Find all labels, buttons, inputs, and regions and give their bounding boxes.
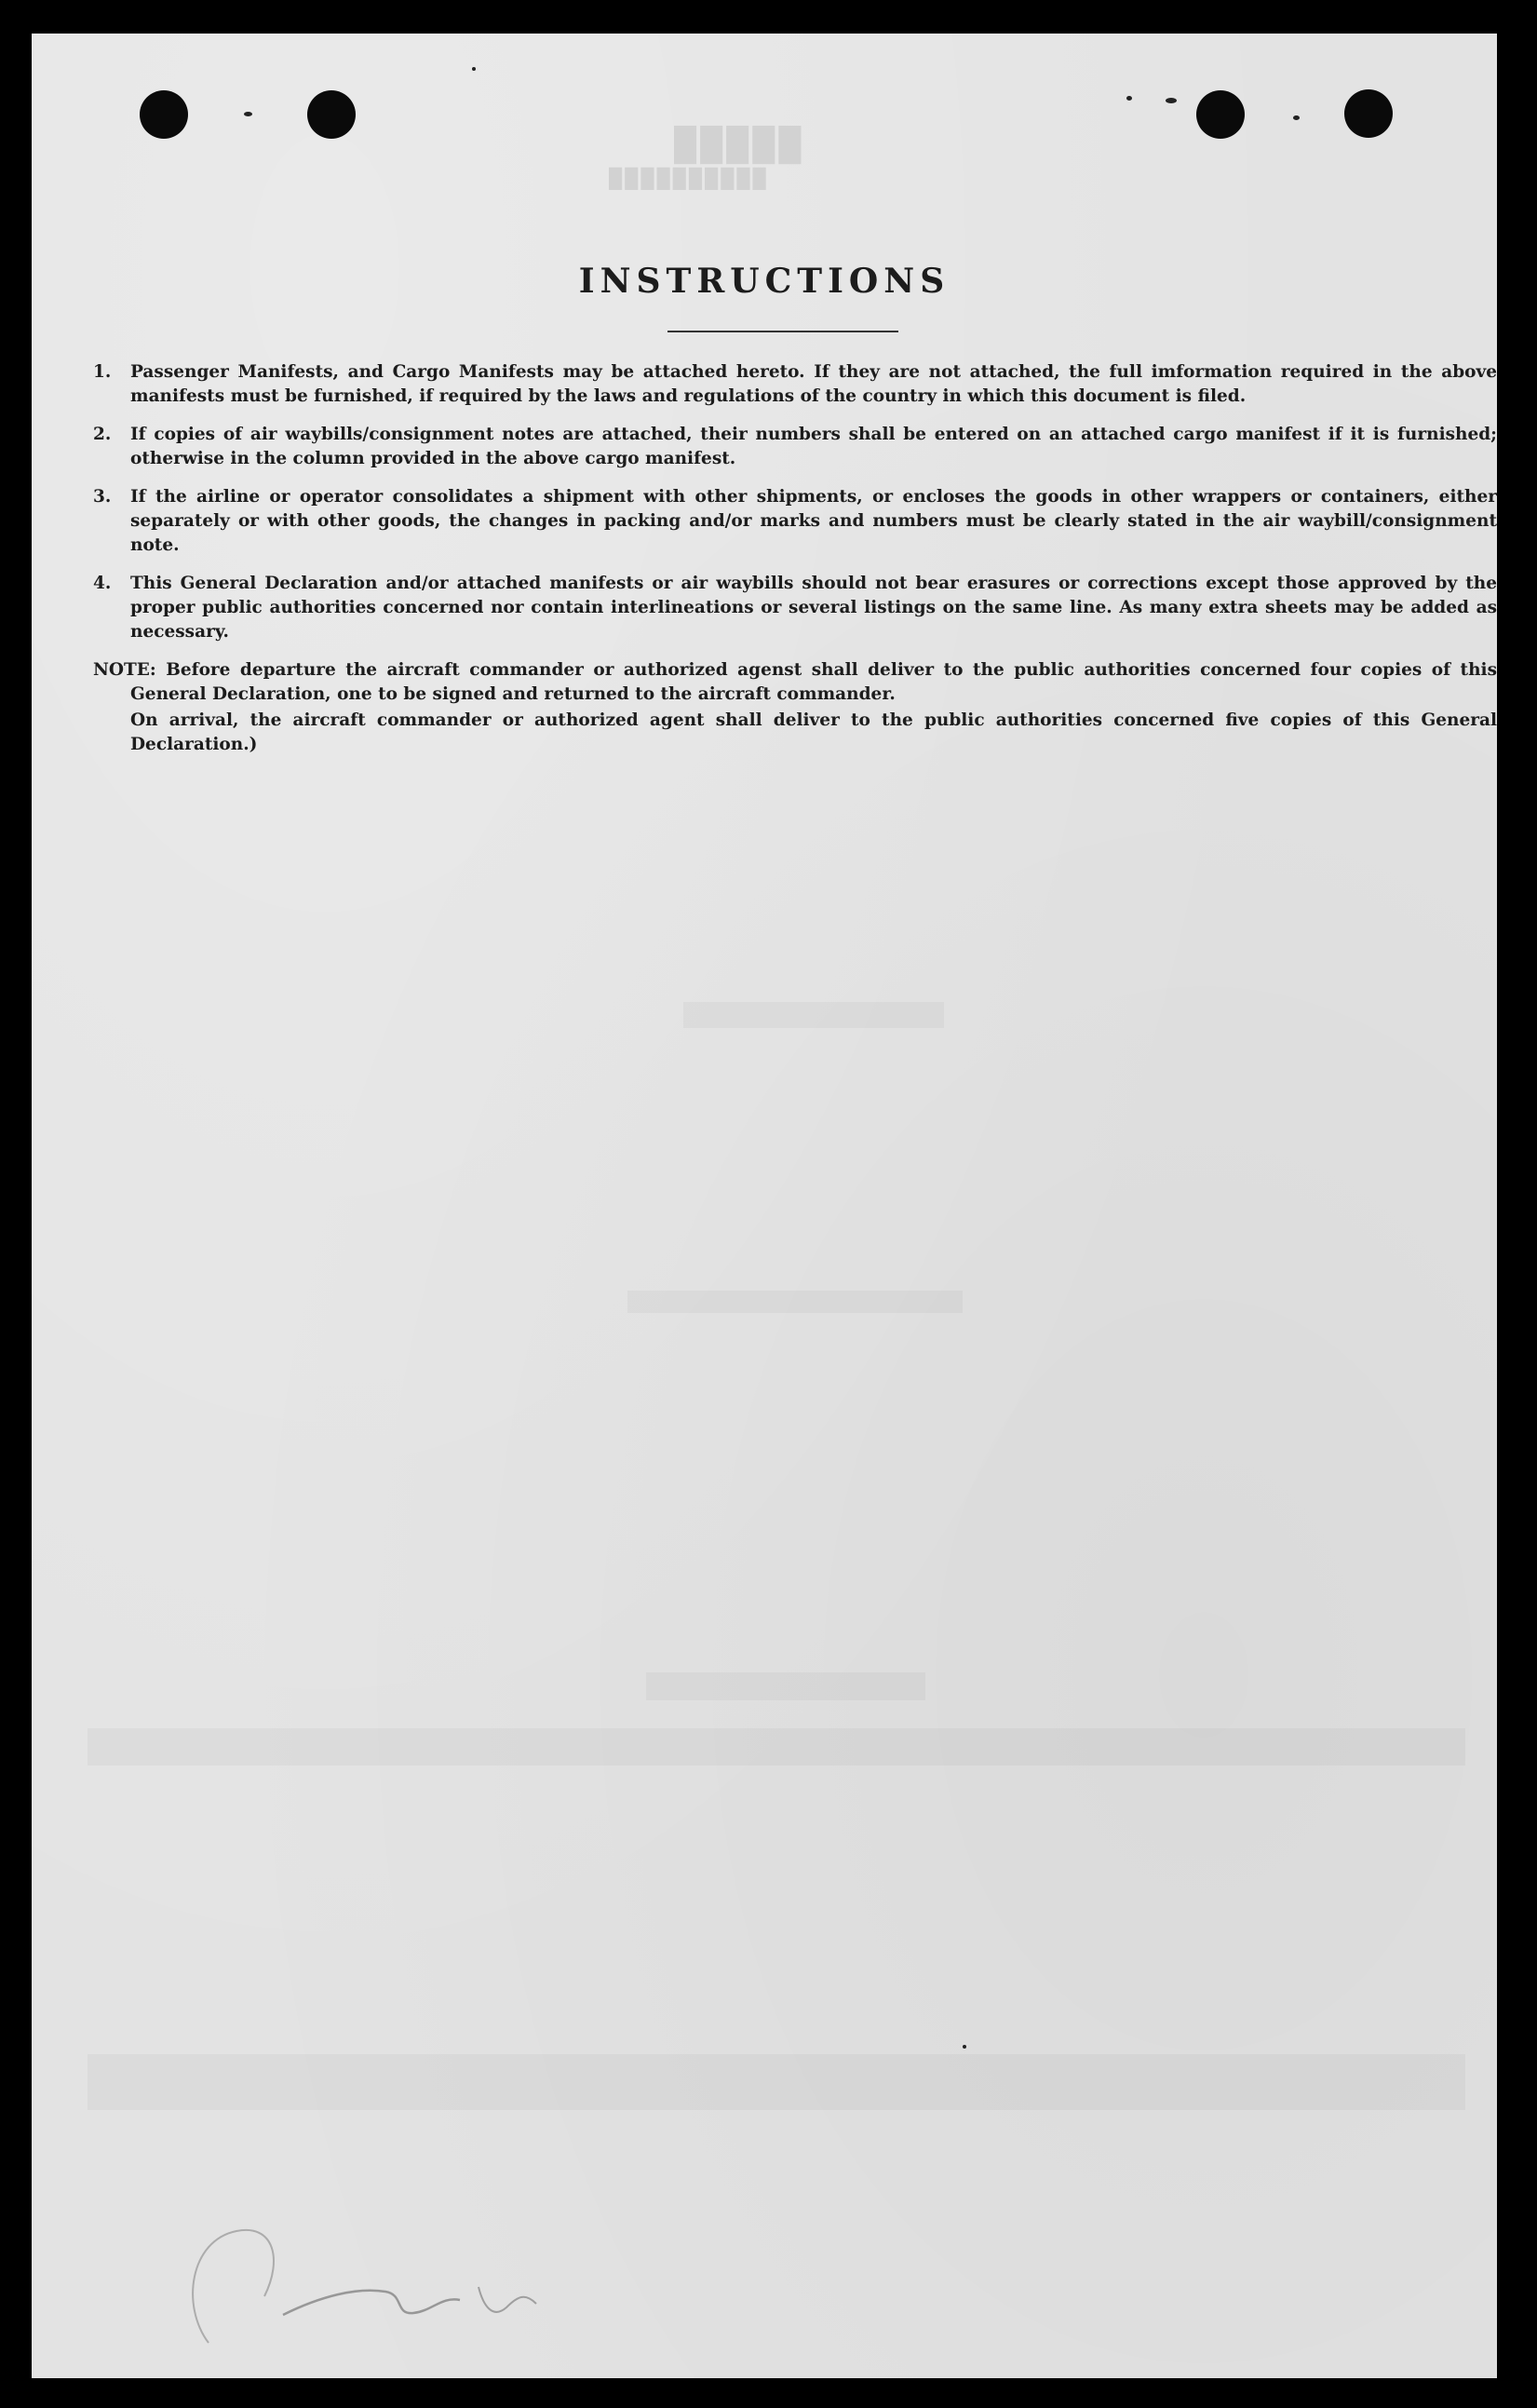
ink-speck xyxy=(1166,98,1177,103)
note-label: NOTE: xyxy=(93,660,156,680)
document-page xyxy=(32,34,1497,2378)
note-arrival: On arrival, the aircraft commander or authorized agent shall deliver to the public authorities concerned five copies of this General Declaration.) xyxy=(130,710,1497,754)
signature-mark xyxy=(171,2203,562,2361)
title-underline xyxy=(667,331,898,332)
note-departure-text: Before departure the aircraft commander or authorized agenst shall deliver to the public authorities concerned four copies of this General Declaration, one to be signed and returned to the aircraft commander. xyxy=(130,660,1497,704)
item-number: 2. xyxy=(93,425,112,444)
bleed-through-block xyxy=(88,2054,1465,2110)
punch-hole xyxy=(140,90,188,139)
instruction-item xyxy=(93,360,1497,409)
page-title: INSTRUCTIONS xyxy=(578,262,951,301)
bleed-through-subheader: ██████████ xyxy=(609,169,769,189)
instruction-item xyxy=(93,423,1497,471)
item-number: 4. xyxy=(93,574,112,593)
note-departure xyxy=(93,658,1497,707)
item-number: 1. xyxy=(93,362,112,382)
item-text: This General Declaration and/or attached manifests or air waybills should not bear erasures or corrections except those approved by the proper public authorities concerned nor contain interlineations or several listings on the same line. As many extra sheets may be added as necessary. xyxy=(130,574,1497,642)
bleed-through-block xyxy=(627,1291,963,1313)
ink-speck xyxy=(244,112,252,116)
ink-speck xyxy=(472,67,476,71)
punch-hole xyxy=(1196,90,1245,139)
ink-speck xyxy=(963,2045,966,2049)
ink-speck xyxy=(1293,115,1300,120)
bleed-through-block xyxy=(683,1002,944,1028)
item-number: 3. xyxy=(93,487,112,507)
item-text: If copies of air waybills/consignment notes are attached, their numbers shall be entered on an attached cargo manifest if it is furnished; otherwise in the column provided in the above cargo manifest. xyxy=(130,425,1497,468)
bleed-through-block xyxy=(88,1728,1465,1765)
bleed-through-header: █████ xyxy=(674,127,805,162)
punch-hole xyxy=(1344,89,1393,138)
instructions-list xyxy=(93,360,1497,757)
bleed-through-block xyxy=(646,1672,925,1700)
punch-hole xyxy=(307,90,356,139)
item-text: If the airline or operator consolidates a shipment with other shipments, or encloses the goods in other wrappers or containers, either separately or with other goods, the changes in packing and/or marks and numbers must be clearly stated in the air waybill/consignment note. xyxy=(130,487,1497,555)
item-text: Passenger Manifests, and Cargo Manifests may be attached hereto. If they are not attached, the full imformation required in the above manifests must be furnished, if required by the laws and regulations of the country in which this document is filed. xyxy=(130,362,1497,406)
ink-speck xyxy=(1126,96,1132,101)
instruction-item xyxy=(93,572,1497,644)
instruction-item xyxy=(93,485,1497,558)
note-block xyxy=(93,658,1497,757)
